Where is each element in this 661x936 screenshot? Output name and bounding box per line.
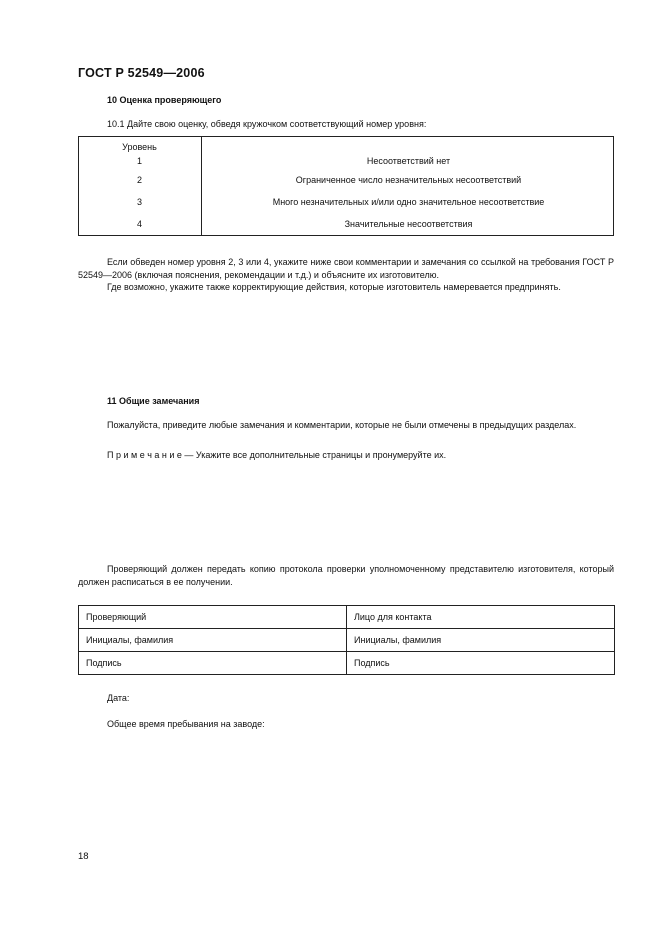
note: [107, 449, 446, 462]
protocol-transfer-paragraph: Проверяющий должен передать копию протокола проверки уполномоченному представителю изготовителя, который должен расписаться в ее получении.: [78, 564, 614, 587]
date-label: Дата:: [107, 693, 130, 703]
contact-signature-field[interactable]: Подпись: [347, 652, 615, 675]
inspector-name-field[interactable]: Инициалы, фамилия: [79, 629, 347, 652]
level-desc-1: Несоответствий нет: [366, 155, 451, 166]
page-number: 18: [78, 851, 89, 862]
level-desc-3: Много незначительных и/или одно значительное несоответствие: [272, 197, 545, 207]
contact-name-field[interactable]: Инициалы, фамилия: [347, 629, 615, 652]
total-time-label: Общее время пребывания на заводе:: [107, 719, 265, 729]
level-number-4[interactable]: 4: [78, 213, 202, 235]
inspector-label: Проверяющий: [79, 606, 347, 629]
general-remarks-instruction: Пожалуйста, приведите любые замечания и комментарии, которые не были отмечены в предыдущих разделах.: [107, 420, 577, 430]
corrective-actions-instruction: Где возможно, укажите также корректирующие действия, которые изготовитель намеревается предпринять.: [107, 282, 561, 292]
level-table: [78, 136, 615, 235]
section-10-title: 10 Оценка проверяющего: [107, 95, 222, 105]
document-header: ГОСТ Р 52549—2006: [78, 66, 205, 80]
inspector-signature-field[interactable]: Подпись: [79, 652, 347, 675]
comments-instruction: Если обведен номер уровня 2, 3 или 4, укажите ниже свои комментарии и замечания со ссылкой на требования ГОСТ Р 52549—2006 (включая пояснения, рекомендации и т.д.) и объясните их изготовителю.: [78, 257, 614, 280]
level-header: Уровень: [78, 136, 202, 152]
note-label: П р и м е ч а н и е: [107, 450, 182, 460]
level-desc-4: Значительные несоответствия: [344, 219, 473, 229]
contact-person-label: Лицо для контакта: [347, 606, 615, 629]
section-11-title: 11 Общие замечания: [107, 396, 200, 406]
level-number-1[interactable]: 1: [78, 152, 202, 169]
note-text: — Укажите все дополнительные страницы и пронумеруйте их.: [181, 450, 447, 460]
level-number-2[interactable]: 2: [78, 169, 202, 191]
level-desc-2: Ограниченное число незначительных несоответствий: [295, 175, 522, 185]
section-10-1-instruction: 10.1 Дайте свою оценку, обведя кружочком соответствующий номер уровня:: [107, 119, 427, 129]
signature-table: [78, 605, 615, 675]
level-number-3[interactable]: 3: [78, 191, 202, 213]
